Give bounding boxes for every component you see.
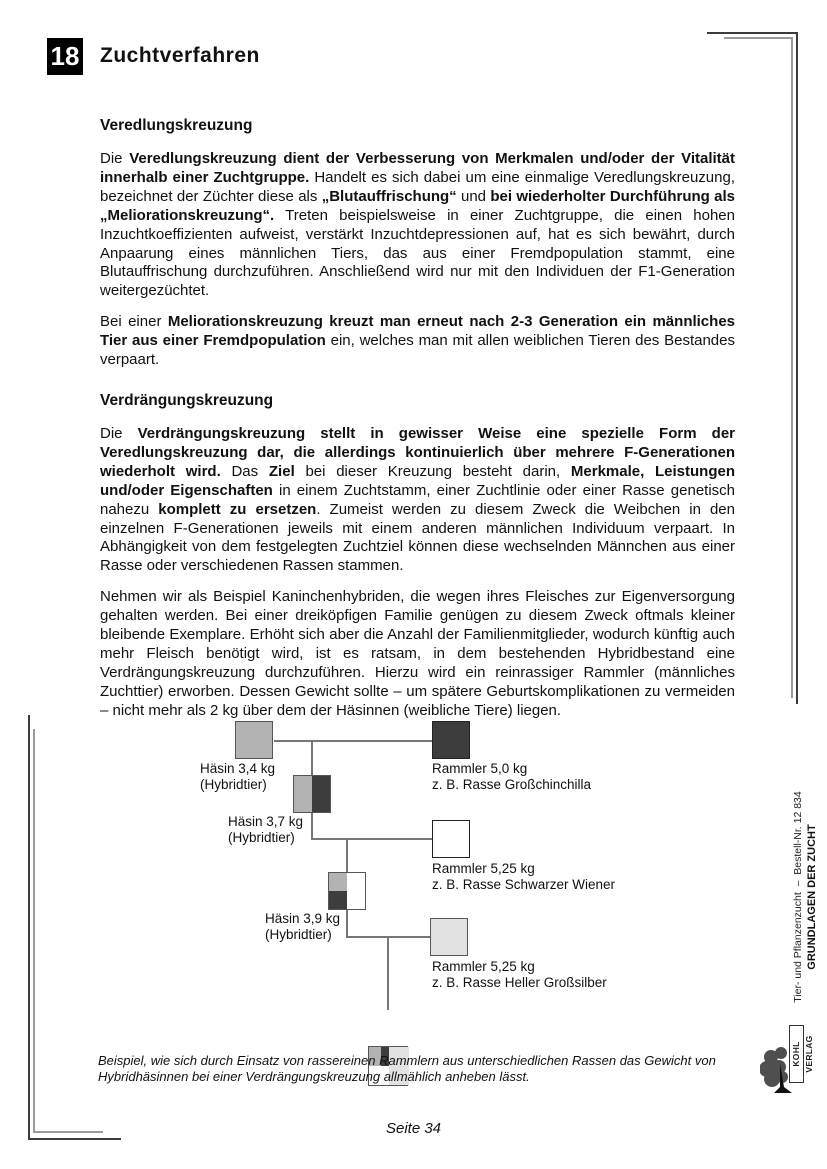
- genome-dark-half: [312, 776, 330, 812]
- genome-light-quarter: [329, 873, 347, 891]
- square-haesin-3-9kg: [328, 872, 366, 910]
- frame-line-top-right-inner-h: [724, 37, 793, 39]
- publisher-logo: [760, 1025, 820, 1100]
- label-line: Häsin 3,7 kg: [228, 814, 304, 829]
- paragraph-veredlungskreuzung-2: Bei einer Meliorationskreuzung kreuzt man erneut nach 2-3 Generation ein männliches Tier aus einer Fremdpopulation ein, welches man mit allen weiblichen Tieren des Bestandes verpaart.: [100, 313, 736, 369]
- label-haesin-3-4kg: [200, 761, 275, 792]
- label-rammler-heller-grossilber: [432, 959, 607, 990]
- series-title: GRUNDLAGEN DER ZUCHT: [806, 824, 818, 970]
- label-line: Häsin 3,9 kg: [265, 911, 341, 926]
- label-line: z. B. Rasse Großchinchilla: [432, 776, 592, 792]
- label-rammler-grosschinchilla: [432, 761, 591, 792]
- section-heading-veredlungskreuzung: Veredlungskreuzung: [100, 117, 253, 134]
- chapter-number-box: [47, 38, 83, 75]
- square-rammler-schwarzer-wiener: [432, 820, 470, 858]
- connector-gen2-h: [311, 838, 432, 840]
- paragraph-veredlungskreuzung-1: Die Veredlungskreuzung dient der Verbesserung von Merkmalen und/oder der Vitalität innerhalb einer Zuchtgruppe. Handelt es sich dabei um eine einmalige Veredlungskreuzung, bezeichnet der Züchter diese als „Blutauffrischung“ und bei wiederholter Durchführung als „Meliorationskreuzung“. Treten beispielsweise in einer Zuchtgruppe, die einen hohen Inzuchtkoeffizienten aufweist, verstärkt Inzuchtdepressionen auf, hat es sich bewährt, durch Anpaarung eines männlichen Tiers, das aus einer Fremdpopulation stammt, eine Blutauffrischung durchzuführen. Anschließend wird nur mit den Individuen der F1-Generation weitergezüchtet.: [100, 150, 735, 300]
- label-line: (Hybridtier): [228, 829, 295, 845]
- sidebar-series-info: [792, 782, 820, 1012]
- breeding-diagram: [150, 715, 710, 1060]
- label-haesin-3-7kg: [228, 814, 303, 845]
- square-haesin-3-4kg: [235, 721, 273, 759]
- label-line: Rammler 5,25 kg: [432, 959, 535, 974]
- label-line: Rammler 5,25 kg: [432, 861, 535, 876]
- label-line: (Hybridtier): [265, 926, 332, 942]
- square-rammler-heller-grossilber: [430, 918, 468, 956]
- section-heading-verdraengungskreuzung: Verdrängungskreuzung: [100, 391, 274, 409]
- publisher-name: KOHL VERLAG: [789, 1025, 804, 1083]
- frame-line-bottom-left-outer-h: [28, 1138, 121, 1140]
- square-rammler-grosschinchilla: [432, 721, 470, 759]
- label-line: z. B. Rasse Heller Großsilber: [432, 974, 607, 990]
- label-line: (Hybridtier): [200, 776, 267, 792]
- label-haesin-3-9kg: [265, 911, 340, 942]
- chapter-number: 18: [50, 41, 80, 71]
- frame-line-right-outer-v: [796, 32, 798, 704]
- diagram-caption: Beispiel, wie sich durch Einsatz von rassereinen Rammlern aus unterschiedlichen Rassen das Gewicht von Hybridhäsinnen bei einer Verdrängungskreuzung allmählich anheben lässt.: [98, 1053, 716, 1084]
- page-title: Zuchtverfahren: [100, 44, 260, 67]
- series-subtitle: Tier- und Pflanzenzucht – Bestell-Nr. 12 834: [792, 791, 804, 1003]
- label-line: Häsin 3,4 kg: [200, 761, 276, 776]
- frame-line-top-right-outer-h: [707, 32, 798, 34]
- genome-light-half: [294, 776, 312, 812]
- paragraph-verdraengungskreuzung-1: Die Verdrängungskreuzung stellt in gewisser Weise eine spezielle Form der Veredlungskreuzung dar, die allerdings kontinuierlich über mehrere F-Generationen wiederholt wird. Das Ziel bei dieser Kreuzung besteht darin, Merkmale, Leistungen und/oder Eigenschaften in einem Zuchtstamm, einer Zuchtlinie oder einer Rasse genetisch nahezu komplett zu ersetzen. Zumeist werden zu diesem Zweck die Weibchen in den einzelnen F-Generationen jeweils mit einem anderen männlichen Individuum verpaart. In Abhängigkeit von dem festgelegten Zuchtziel können diese wechselnden Männchen aus einer Rasse oder verschiedenen Rassen stammen.: [100, 424, 736, 575]
- genome-white-half: [347, 873, 365, 909]
- paragraph-verdraengungskreuzung-2: Nehmen wir als Beispiel Kaninchenhybriden, die wegen ihres Fleisches zur Eigenversorgung gehalten werden. Bei einer dreiköpfigen Familie genügen zu diesem Zweck oftmals kleiner bleibende Exemplare. Erhöht sich aber die Anzahl der Familienmitglieder, wodurch künftig auch mehr Fleisch benötigt wird, ist es ratsam, in dem bestehenden Hybridbestand eine Verdrängungskreuzung durchzuführen. Hierzu wird ein reinrassiger Rammler (männliches Zuchttier) erworben. Dessen Gewicht sollte – um spätere Geburtskomplikationen zu vermeiden – nicht mehr als 2 kg über dem der Häsinnen (weibliche Tiere) liegen.: [100, 588, 735, 719]
- content-column: [100, 95, 735, 733]
- square-haesin-3-7kg: [293, 775, 331, 813]
- label-line: Rammler 5,0 kg: [432, 761, 528, 776]
- label-rammler-schwarzer-wiener: [432, 861, 615, 892]
- label-line: z. B. Rasse Schwarzer Wiener: [432, 876, 616, 892]
- connector-gen1-h: [274, 740, 432, 742]
- genome-dark-quarter: [329, 891, 347, 909]
- frame-line-left-outer-v: [28, 715, 30, 1140]
- connector-gen3-h: [346, 936, 431, 938]
- frame-line-right-inner-v: [791, 37, 793, 698]
- connector-gen3-v: [387, 936, 389, 1010]
- page-number: Seite 34: [385, 1120, 442, 1137]
- frame-line-left-inner-v: [33, 729, 35, 1133]
